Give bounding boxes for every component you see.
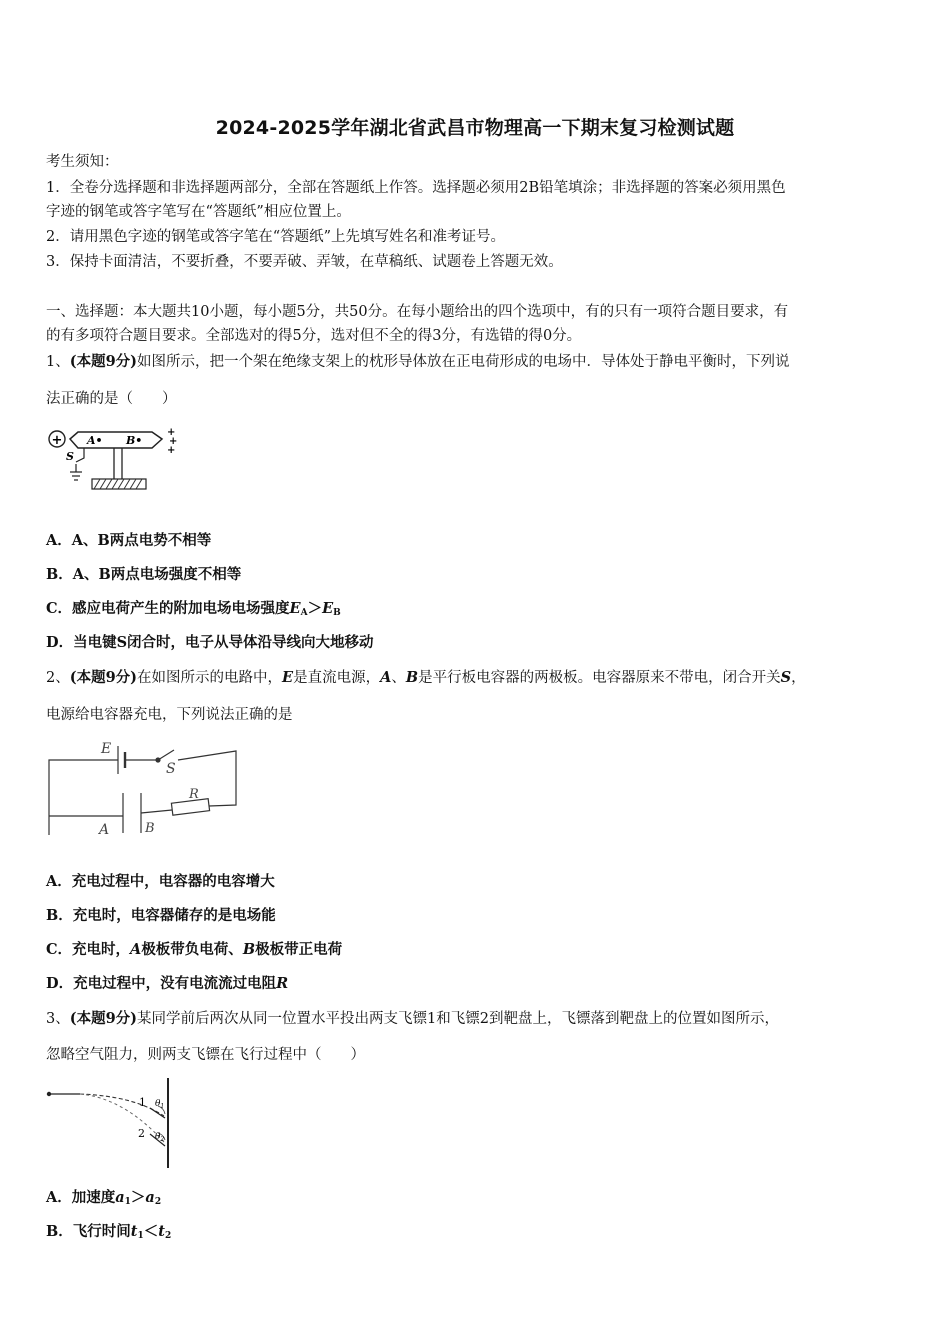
q2-stem-line-2: 电源给电容器充电，下列说法正确的是 bbox=[46, 707, 293, 723]
q1-fig-label-b: B• bbox=[126, 434, 143, 447]
section-intro-line-1: 一、选择题：本大题共10小题，每小题5分，共50分。在每小题给出的四个选项中，有的只有一项符合题目要求，有 bbox=[46, 304, 789, 320]
q2-option-a[interactable]: A．充电过程中，电容器的电容增大 bbox=[46, 873, 275, 890]
q1-option-c-e2: E bbox=[322, 600, 334, 617]
q3-option-a-gt: ＞ bbox=[130, 1189, 146, 1206]
q3-score-tag: (本题9分) bbox=[69, 1010, 138, 1027]
q2-option-b[interactable]: B．充电时，电容器储存的是电场能 bbox=[46, 907, 276, 924]
q3-option-a-text: A．加速度 bbox=[46, 1189, 116, 1206]
q2-stem-e: E bbox=[282, 669, 294, 686]
q2-option-d-r: R bbox=[276, 975, 289, 992]
q2-stem-b-plate: B bbox=[405, 669, 419, 686]
q2-option-c-b: B bbox=[242, 941, 256, 958]
q2-stem-a-plate: A bbox=[380, 669, 392, 686]
q2-option-c-suffix: 极板带正电荷 bbox=[255, 941, 343, 958]
notice-item-1-line-1: 1．全卷分选择题和非选择题两部分，全部在答题纸上作答。选择题必须用2B铅笔填涂；非选择题的答案必须用黑色 bbox=[46, 180, 786, 196]
q1-option-c[interactable] bbox=[46, 599, 908, 623]
q3-fig-label-2: 2 bbox=[138, 1127, 145, 1140]
notice-item-1-line-2: 字迹的钢笔或答字笔写在“答题纸”相应位置上。 bbox=[46, 204, 351, 220]
q2-number: 2、 bbox=[46, 670, 70, 686]
q3-stem-line-2: 忽略空气阻力，则两支飞镖在飞行过程中（ ） bbox=[46, 1047, 365, 1063]
q2-fig-label-s: S bbox=[166, 761, 176, 777]
q3-option-a-v1: a bbox=[115, 1189, 125, 1206]
q3-stem-line-1 bbox=[46, 1009, 908, 1029]
q2-option-c[interactable] bbox=[46, 940, 908, 960]
q3-option-a-s2: 2 bbox=[154, 1197, 162, 1207]
q3-option-a-s1: 1 bbox=[124, 1197, 131, 1207]
q3-number: 3、 bbox=[46, 1011, 70, 1027]
q1-score-tag: (本题9分) bbox=[69, 353, 138, 370]
q3-fig-theta-2-sub: 2 bbox=[160, 1136, 165, 1143]
notice-item-2: 2．请用黑色字迹的钢笔或答字笔在“答题纸”上先填写姓名和准考证号。 bbox=[46, 229, 506, 245]
q3-fig-theta-2: θ bbox=[155, 1132, 161, 1142]
q2-stem-b: 是直流电源， bbox=[293, 670, 381, 686]
page-title: 2024-2025学年湖北省武昌市物理高一下期末复习检测试题 bbox=[215, 117, 735, 139]
q1-fig-plus-mark-3: + bbox=[167, 445, 176, 456]
q2-score-tag: (本题9分) bbox=[69, 669, 138, 686]
q2-stem-a: 在如图所示的电路中， bbox=[137, 670, 283, 686]
q3-stem-text: 某同学前后两次从同一位置水平投出两支飞镖1和飞镖2到靶盘上，飞镖落到靶盘上的位置如图所示， bbox=[137, 1011, 779, 1027]
q1-option-c-e1: E bbox=[289, 600, 301, 617]
svg-text:θ2 bbox=[155, 1132, 164, 1143]
q1-fig-plus-charge: + bbox=[51, 433, 63, 448]
q1-option-c-sub-b: B bbox=[333, 608, 341, 618]
q3-figure-darts bbox=[44, 1076, 174, 1170]
q3-option-b[interactable] bbox=[46, 1222, 908, 1246]
q2-fig-label-b: B bbox=[145, 821, 155, 836]
q1-option-c-sub-a: A bbox=[300, 608, 308, 618]
q3-fig-theta-1-sub: 1 bbox=[160, 1103, 165, 1110]
notice-heading: 考生须知： bbox=[46, 154, 119, 170]
q1-option-b[interactable]: B．A、B两点电场强度不相等 bbox=[46, 566, 242, 583]
q2-option-c-mid: 极板带负电荷、 bbox=[141, 941, 243, 958]
q1-option-d[interactable]: D．当电键S闭合时，电子从导体沿导线向大地移动 bbox=[46, 634, 374, 651]
q3-option-b-s1: 1 bbox=[137, 1231, 144, 1241]
q2-fig-label-r: R bbox=[189, 787, 199, 802]
q3-option-a[interactable] bbox=[46, 1188, 908, 1212]
q2-option-c-text: C．充电时， bbox=[46, 941, 131, 958]
q1-stem-text: 如图所示，把一个架在绝缘支架上的枕形导体放在正电荷形成的电场中．导体处于静电平衡时，下列说 bbox=[137, 354, 790, 370]
q1-fig-plus-mark-1: + bbox=[167, 427, 176, 438]
q1-fig-label-s: S bbox=[66, 450, 74, 463]
q1-option-c-text: C．感应电荷产生的附加电场电场强度 bbox=[46, 600, 290, 617]
q2-stem-d: ， bbox=[791, 670, 806, 686]
q2-stem-c: 是平行板电容器的两极板。电容器原来不带电，闭合开关 bbox=[418, 670, 781, 686]
q1-option-c-gt: ＞ bbox=[307, 600, 323, 617]
q1-fig-plus-mark-2: + bbox=[169, 436, 178, 447]
q2-fig-label-e: E bbox=[101, 741, 112, 757]
svg-text:θ1 bbox=[155, 1099, 164, 1110]
q2-fig-label-a: A bbox=[99, 822, 110, 838]
q2-figure-circuit bbox=[46, 738, 241, 838]
q3-option-b-s2: 2 bbox=[164, 1231, 172, 1241]
q3-option-b-v2: t bbox=[158, 1223, 165, 1240]
section-intro-line-2: 的有多项符合题目要求。全部选对的得5分，选对但不全的得3分，有选错的得0分。 bbox=[46, 328, 582, 344]
q3-option-b-text: B．飞行时间 bbox=[46, 1223, 131, 1240]
q3-fig-theta-1: θ bbox=[155, 1099, 161, 1109]
q1-stem-line-1 bbox=[46, 352, 908, 372]
q3-fig-label-1: 1 bbox=[139, 1096, 146, 1109]
q2-stem-sep: 、 bbox=[391, 670, 406, 686]
q1-figure-conductor bbox=[44, 424, 179, 496]
q2-option-d-text: D．充电过程中，没有电流流过电阻 bbox=[46, 975, 277, 992]
q3-option-b-lt: ＜ bbox=[143, 1223, 159, 1240]
q1-option-a[interactable]: A．A、B两点电势不相等 bbox=[46, 532, 212, 549]
q3-option-b-v1: t bbox=[130, 1223, 138, 1240]
q2-stem-line-1 bbox=[46, 668, 908, 688]
q1-fig-label-a: A• bbox=[87, 434, 103, 447]
notice-item-3: 3．保持卡面清洁，不要折叠，不要弄破、弄皱，在草稿纸、试题卷上答题无效。 bbox=[46, 254, 563, 270]
q1-number: 1、 bbox=[46, 354, 70, 370]
q2-option-c-a: A bbox=[130, 941, 142, 958]
q3-option-a-v2: a bbox=[145, 1189, 155, 1206]
q2-option-d[interactable] bbox=[46, 974, 908, 994]
q2-stem-s: S bbox=[780, 669, 792, 686]
q1-stem-line-2: 法正确的是（ ） bbox=[46, 391, 177, 407]
